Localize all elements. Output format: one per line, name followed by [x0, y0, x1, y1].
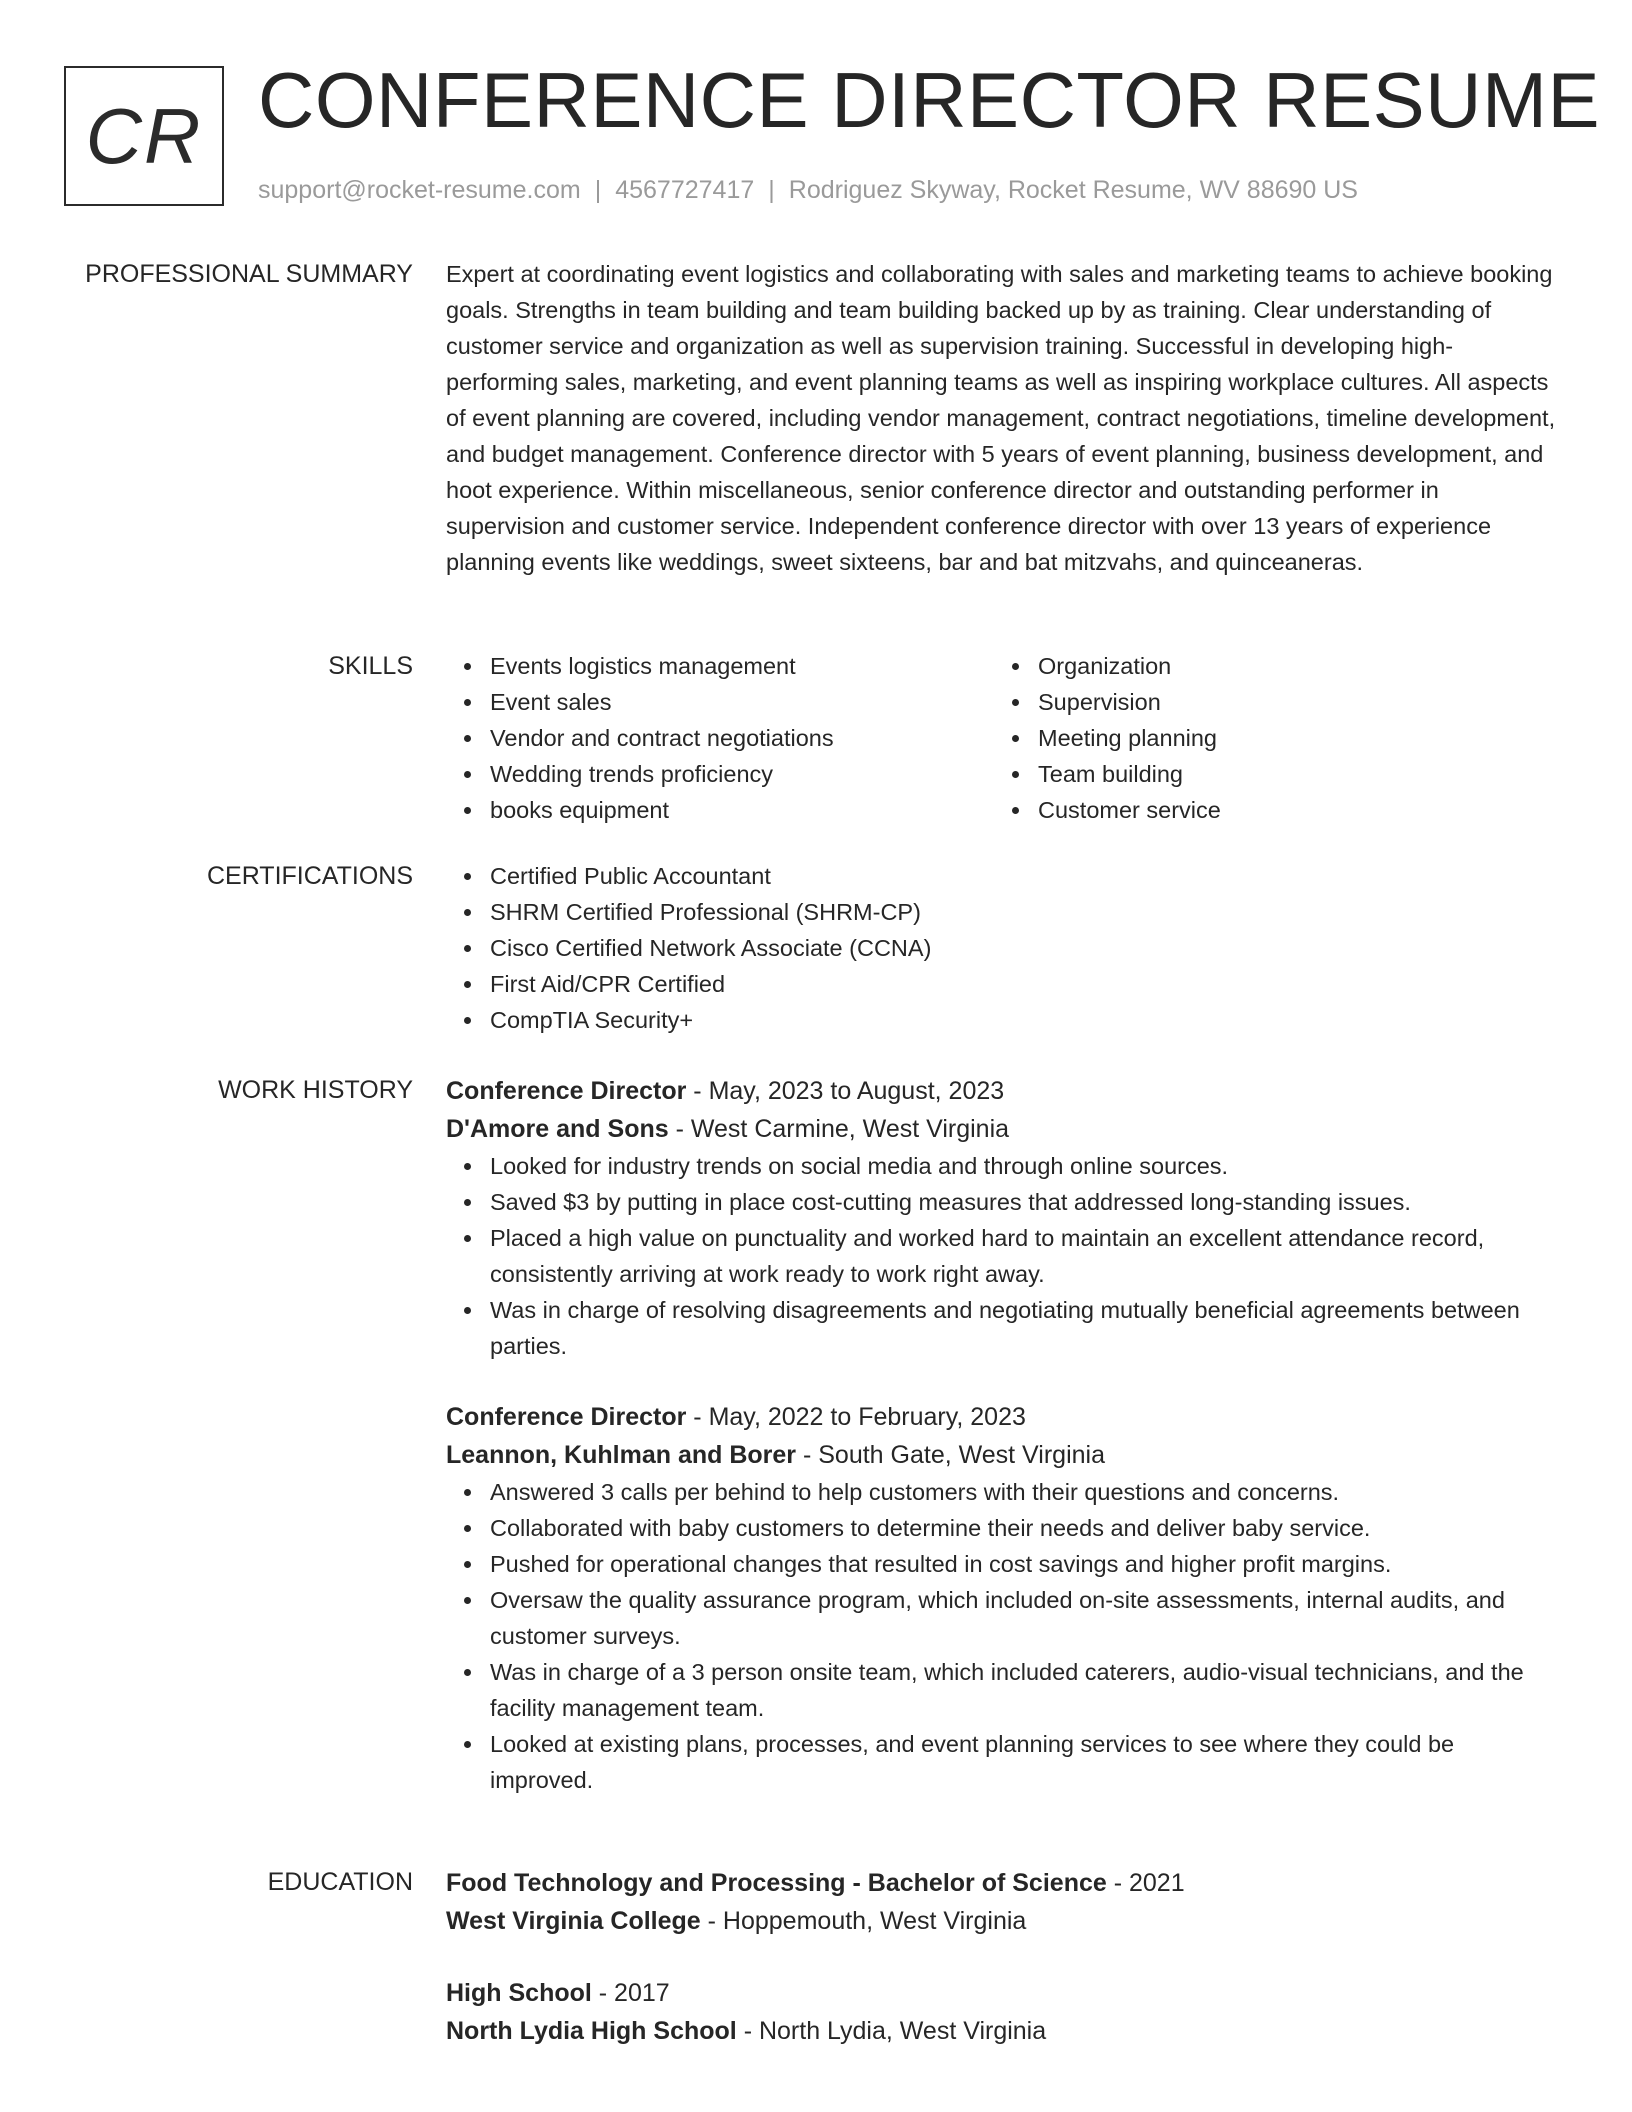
school-line — [446, 1902, 1556, 1940]
job-entry — [446, 1072, 1556, 1364]
monogram-initials: CR — [85, 92, 203, 180]
work-history-entries — [446, 1072, 1556, 1832]
monogram-box — [64, 66, 224, 206]
skill-item: Team building — [994, 756, 1494, 792]
skills-heading: SKILLS — [328, 652, 413, 680]
job-dates: - May, 2022 to February, 2023 — [686, 1403, 1026, 1431]
job-company-line — [446, 1436, 1556, 1474]
education-entries — [446, 1864, 1556, 2084]
skill-item: Event sales — [446, 684, 994, 720]
skill-item: Wedding trends proficiency — [446, 756, 994, 792]
certification-item: CompTIA Security+ — [446, 1002, 1556, 1038]
school-location: - North Lydia, West Virginia — [736, 2017, 1047, 2045]
graduation-year: - 2017 — [591, 1979, 670, 2007]
education-entry — [446, 1864, 1556, 1940]
job-bullet: Saved $3 by putting in place cost-cutting measures that addressed long-standing issues. — [446, 1184, 1556, 1220]
skill-item: Events logistics management — [446, 648, 994, 684]
degree-line — [446, 1974, 1556, 2012]
certifications-heading: CERTIFICATIONS — [206, 862, 413, 890]
job-dates: - May, 2023 to August, 2023 — [686, 1077, 1005, 1105]
certification-item: Certified Public Accountant — [446, 858, 1556, 894]
contact-separator: | — [768, 176, 775, 204]
contact-line — [258, 175, 1358, 205]
contact-separator: | — [594, 176, 602, 204]
job-company: D'Amore and Sons — [446, 1115, 669, 1143]
job-title-line — [446, 1072, 1556, 1110]
job-responsibilities — [446, 1148, 1556, 1364]
contact-email[interactable]: support@rocket-resume.com — [258, 176, 581, 204]
job-bullet: Pushed for operational changes that resulted in cost savings and higher profit margins. — [446, 1546, 1556, 1582]
skill-item: Customer service — [994, 792, 1494, 828]
school-location: - Hoppemouth, West Virginia — [700, 1907, 1027, 1935]
degree: High School — [446, 1979, 592, 2007]
job-bullet: Oversaw the quality assurance program, which included on-site assessments, internal audits, and customer surveys. — [446, 1582, 1556, 1654]
job-location: - South Gate, West Virginia — [796, 1441, 1105, 1469]
job-company-line — [446, 1110, 1556, 1148]
skill-item: Supervision — [994, 684, 1494, 720]
certifications-list — [446, 858, 1556, 1038]
degree: Food Technology and Processing - Bachelor of Science — [446, 1869, 1107, 1897]
skills-list-left — [446, 648, 994, 828]
degree-line — [446, 1864, 1556, 1902]
job-bullet: Answered 3 calls per behind to help customers with their questions and concerns. — [446, 1474, 1556, 1510]
skill-item: Organization — [994, 648, 1494, 684]
skills-list-right — [994, 648, 1494, 828]
job-bullet: Looked for industry trends on social media and through online sources. — [446, 1148, 1556, 1184]
skill-item: Meeting planning — [994, 720, 1494, 756]
job-bullet: Looked at existing plans, processes, and event planning services to see where they could be improved. — [446, 1726, 1556, 1798]
skill-item: Vendor and contract negotiations — [446, 720, 994, 756]
graduation-year: - 2021 — [1106, 1869, 1185, 1897]
resume-title: CONFERENCE DIRECTOR RESUME — [258, 56, 1601, 144]
job-company: Leannon, Kuhlman and Borer — [446, 1441, 797, 1469]
work-history-heading: WORK HISTORY — [218, 1076, 413, 1104]
job-bullet: Was in charge of a 3 person onsite team, which included caterers, audio-visual technicians, and the facility management team. — [446, 1654, 1556, 1726]
school-line — [446, 2012, 1556, 2050]
skill-item: books equipment — [446, 792, 994, 828]
summary-heading: PROFESSIONAL SUMMARY — [85, 260, 413, 288]
job-title: Conference Director — [446, 1403, 687, 1431]
job-bullet: Collaborated with baby customers to determine their needs and deliver baby service. — [446, 1510, 1556, 1546]
certification-item: First Aid/CPR Certified — [446, 966, 1556, 1002]
education-entry — [446, 1974, 1556, 2050]
job-title-line — [446, 1398, 1556, 1436]
job-title: Conference Director — [446, 1077, 687, 1105]
school-name: North Lydia High School — [446, 2017, 737, 2045]
summary-text: Expert at coordinating event logistics and collaborating with sales and marketing teams to achieve booking goals. Strengths in team building and team building backed up by as training. Clear understanding of customer service and organization as well as supervision training. Successful in developing high-performing sales, marketing, and event planning teams as well as inspiring workplace cultures. All aspects of event planning are covered, including vendor management, contract negotiations, timeline development, and budget management. Conference director with 5 years of event planning, business development, and hoot experience. Within miscellaneous, senior conference director and outstanding performer in supervision and customer service. Independent conference director with over 13 years of experience planning events like weddings, sweet sixteens, bar and bat mitzvahs, and quinceaneras. — [446, 261, 1556, 575]
school-name: West Virginia College — [446, 1907, 701, 1935]
contact-address: Rodriguez Skyway, Rocket Resume, WV 88690 US — [788, 176, 1358, 204]
contact-phone[interactable]: 4567727417 — [615, 176, 755, 204]
job-responsibilities — [446, 1474, 1556, 1798]
job-entry — [446, 1398, 1556, 1798]
job-bullet: Placed a high value on punctuality and worked hard to maintain an excellent attendance record, consistently arriving at work ready to work right away. — [446, 1220, 1556, 1292]
education-heading: EDUCATION — [267, 1868, 413, 1896]
job-location: - West Carmine, West Virginia — [668, 1115, 1010, 1143]
certification-item: Cisco Certified Network Associate (CCNA) — [446, 930, 1556, 966]
certification-item: SHRM Certified Professional (SHRM-CP) — [446, 894, 1556, 930]
job-bullet: Was in charge of resolving disagreements and negotiating mutually beneficial agreements between parties. — [446, 1292, 1556, 1364]
